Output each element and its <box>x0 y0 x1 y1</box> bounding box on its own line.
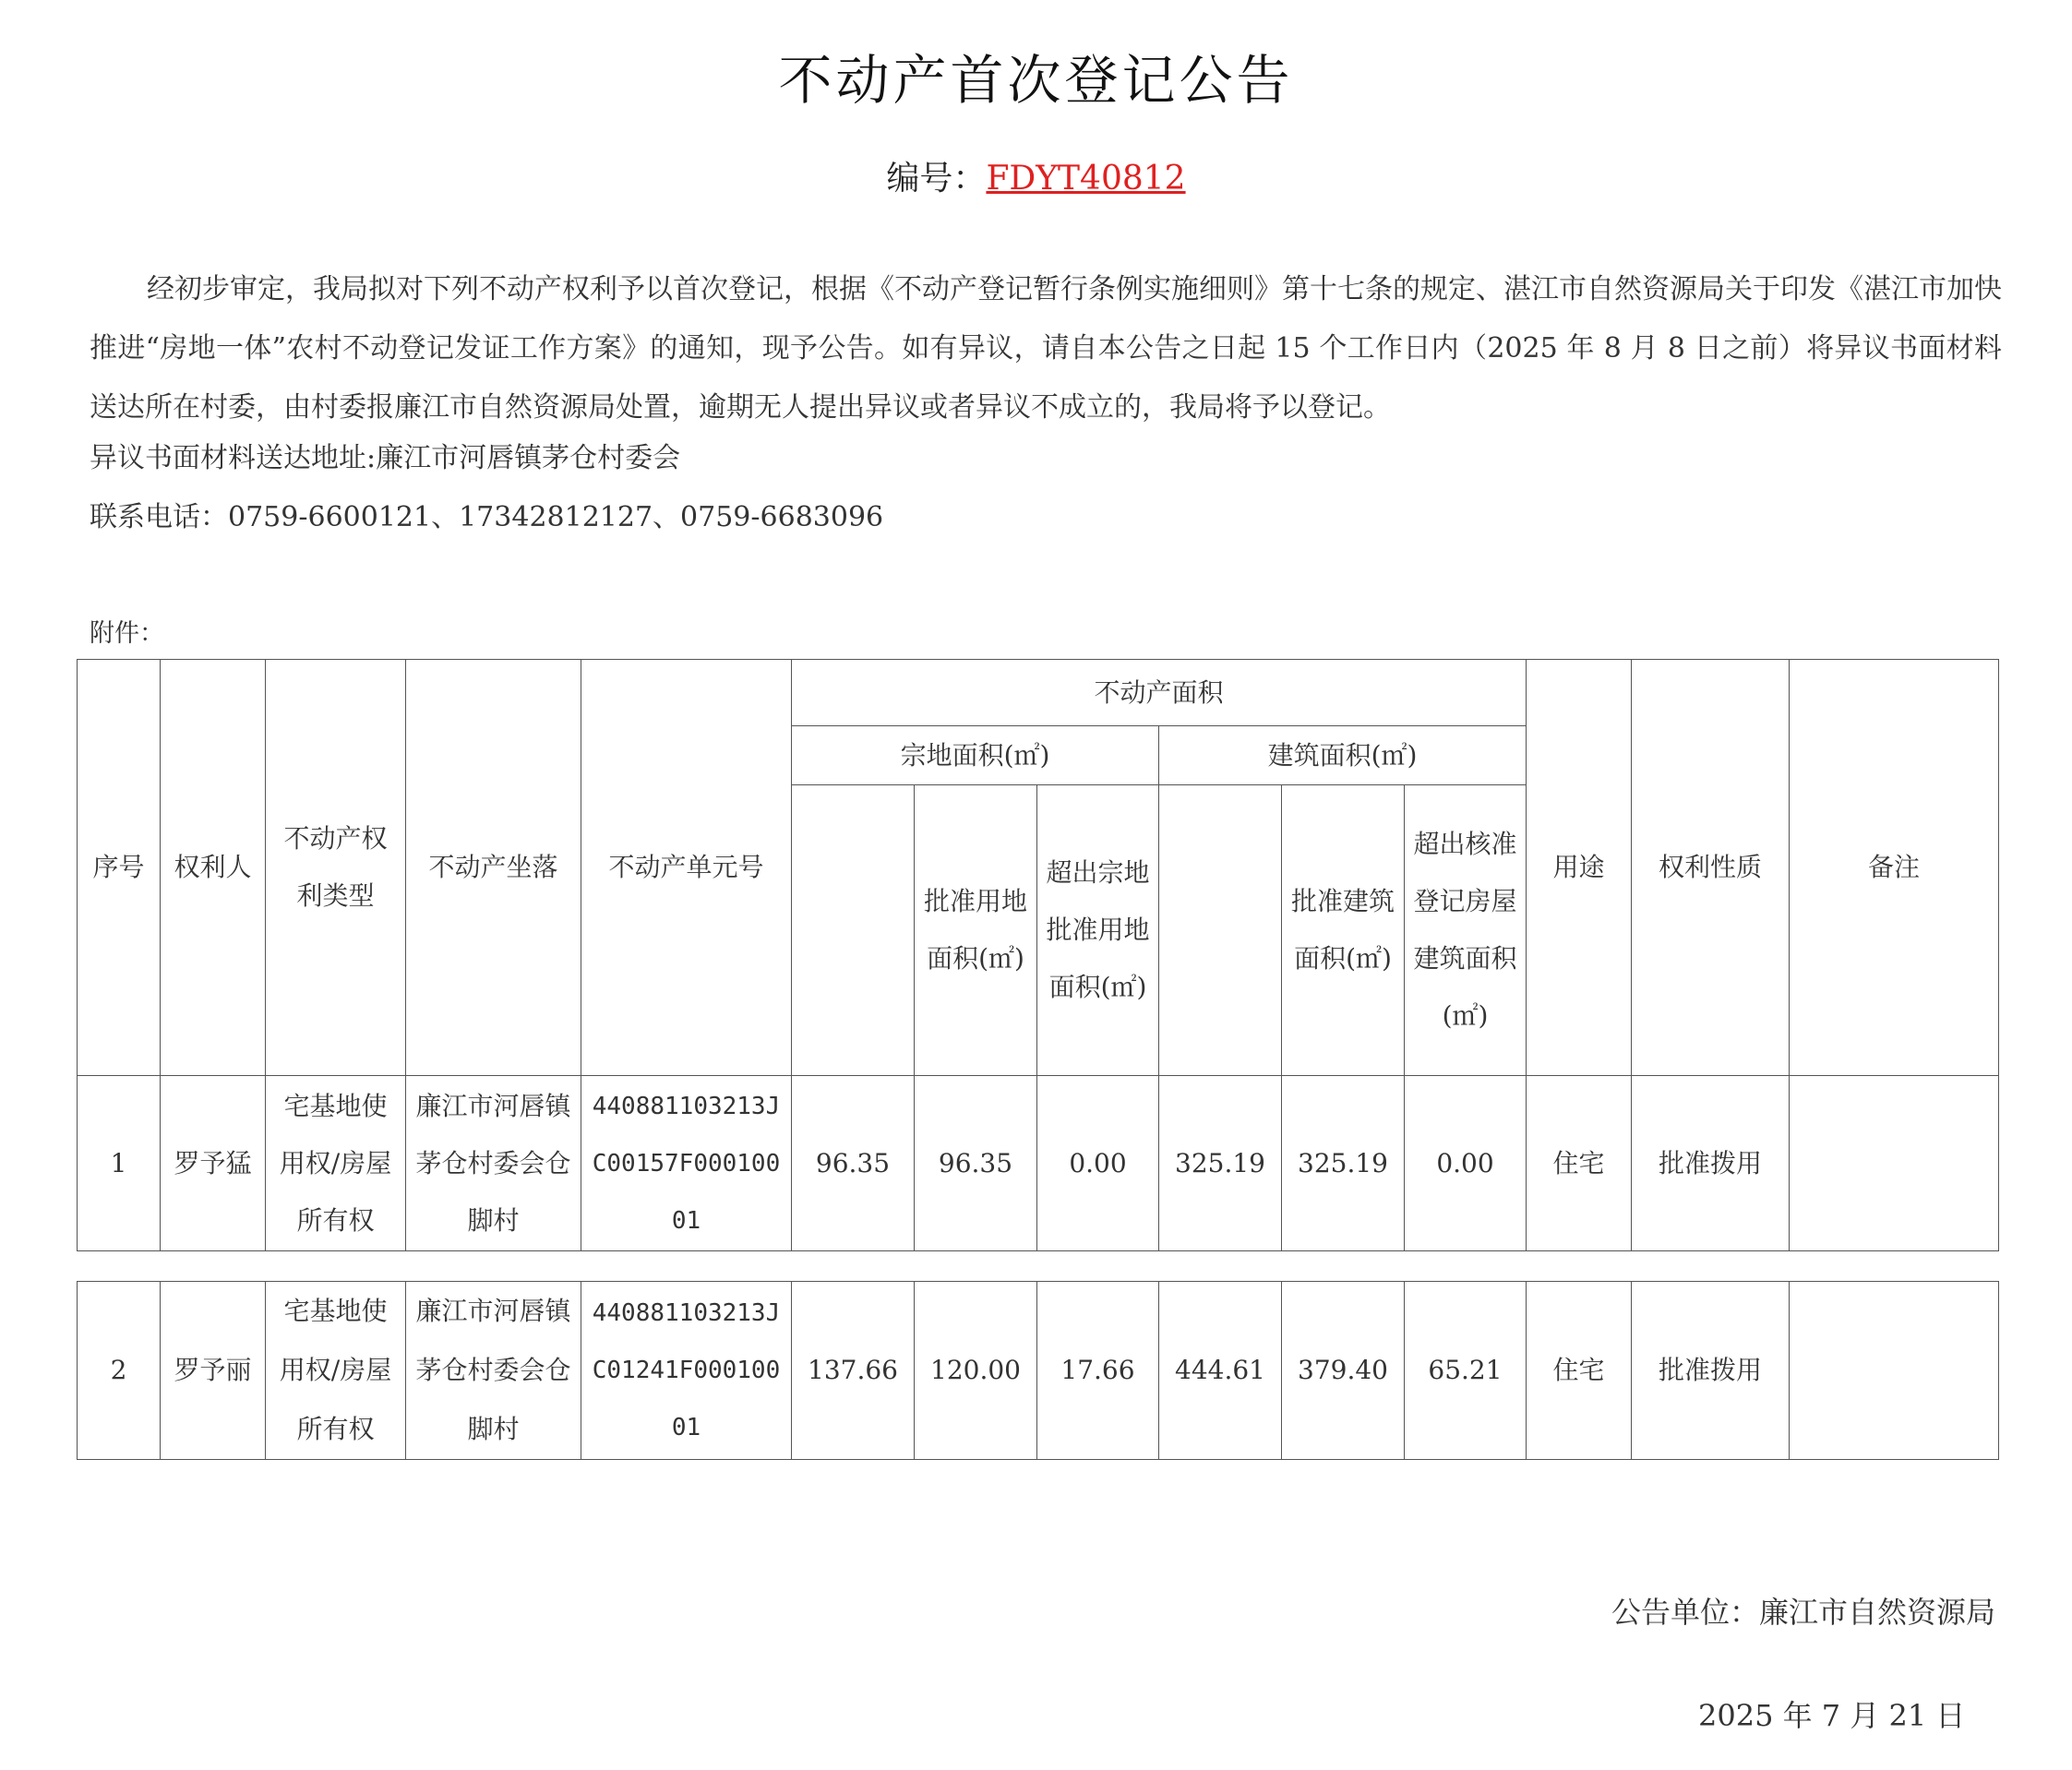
cell-seq: 2 <box>78 1282 161 1460</box>
cell-land-excess: 17.66 <box>1037 1282 1159 1460</box>
cell-remark <box>1790 1282 1999 1460</box>
cell-bld-total: 444.61 <box>1159 1282 1282 1460</box>
header-location: 不动产坐落 <box>406 660 581 1076</box>
registration-table <box>77 659 1999 1251</box>
cell-remark <box>1790 1076 1999 1251</box>
issuing-unit: 公告单位：廉江市自然资源局 <box>1611 1595 1995 1630</box>
cell-right-type: 宅基地使用权/房屋所有权 <box>266 1282 406 1460</box>
cell-land-total: 137.66 <box>792 1282 915 1460</box>
header-land-excess: 超出宗地批准用地面积(㎡) <box>1037 785 1159 1076</box>
notice-number-value[interactable]: FDYT40812 <box>986 160 1186 197</box>
cell-nature: 批准拨用 <box>1632 1076 1790 1251</box>
table-row <box>78 1076 1999 1251</box>
notice-number <box>0 152 2072 199</box>
cell-land-approved: 120.00 <box>915 1282 1037 1460</box>
notice-paragraph: 经初步审定，我局拟对下列不动产权利予以首次登记，根据《不动产登记暂行条例实施细则》第十七条的规定、湛江市自然资源局关于印发《湛江市加快推进“房地一体”农村不动登记发证工作方案》的通知，现予公告。如有异议，请自本公告之日起 15 个工作日内（2025 年 8 月 8 日之前）将异议书面材料送达所在村委，由村委报廉江市自然资源局处置，逾期无人提出异议或者异议不成立的，我局将予以登记。 <box>90 273 2002 424</box>
cell-owner: 罗予丽 <box>161 1282 266 1460</box>
attachment-label: 附件： <box>90 619 164 648</box>
cell-bld-excess: 65.21 <box>1405 1282 1527 1460</box>
cell-bld-approved: 325.19 <box>1282 1076 1405 1251</box>
header-bld-total <box>1159 785 1282 1076</box>
cell-location: 廉江市河唇镇茅仓村委会仓脚村 <box>406 1282 581 1460</box>
cell-unit-no: 440881103213JC01241F00010001 <box>581 1282 792 1460</box>
table-row <box>78 1282 1999 1460</box>
cell-bld-total: 325.19 <box>1159 1076 1282 1251</box>
objection-address: 异议书面材料送达地址:廉江市河唇镇茅仓村委会 <box>90 442 681 474</box>
notice-number-label: 编号： <box>886 160 987 197</box>
cell-location: 廉江市河唇镇茅仓村委会仓脚村 <box>406 1076 581 1251</box>
cell-usage: 住宅 <box>1527 1076 1632 1251</box>
header-owner: 权利人 <box>161 660 266 1076</box>
header-bld-approved: 批准建筑面积(㎡) <box>1282 785 1405 1076</box>
header-unit-no: 不动产单元号 <box>581 660 792 1076</box>
cell-bld-excess: 0.00 <box>1405 1076 1527 1251</box>
header-nature: 权利性质 <box>1632 660 1790 1076</box>
cell-bld-approved: 379.40 <box>1282 1282 1405 1460</box>
cell-nature: 批准拨用 <box>1632 1282 1790 1460</box>
header-right-type: 不动产权利类型 <box>266 660 406 1076</box>
header-area-group: 不动产面积 <box>792 660 1527 726</box>
registration-table-continued <box>77 1281 1999 1460</box>
cell-unit-no: 440881103213JC00157F00010001 <box>581 1076 792 1251</box>
cell-owner: 罗予猛 <box>161 1076 266 1251</box>
contact-phone: 联系电话：0759-6600121、17342812127、0759-6683096 <box>90 501 884 533</box>
header-usage: 用途 <box>1527 660 1632 1076</box>
cell-land-total: 96.35 <box>792 1076 915 1251</box>
header-remark: 备注 <box>1790 660 1999 1076</box>
issue-date: 2025 年 7 月 21 日 <box>1698 1698 1966 1733</box>
cell-usage: 住宅 <box>1527 1282 1632 1460</box>
cell-right-type: 宅基地使用权/房屋所有权 <box>266 1076 406 1251</box>
cell-seq: 1 <box>78 1076 161 1251</box>
header-land-approved: 批准用地面积(㎡) <box>915 785 1037 1076</box>
cell-land-approved: 96.35 <box>915 1076 1037 1251</box>
header-building-group: 建筑面积(㎡) <box>1159 726 1527 785</box>
header-seq: 序号 <box>78 660 161 1076</box>
header-land-total <box>792 785 915 1076</box>
page-title: 不动产首次登记公告 <box>778 49 1294 112</box>
header-land-group: 宗地面积(㎡) <box>792 726 1159 785</box>
cell-land-excess: 0.00 <box>1037 1076 1159 1251</box>
header-bld-excess: 超出核准登记房屋建筑面积(㎡) <box>1405 785 1527 1076</box>
